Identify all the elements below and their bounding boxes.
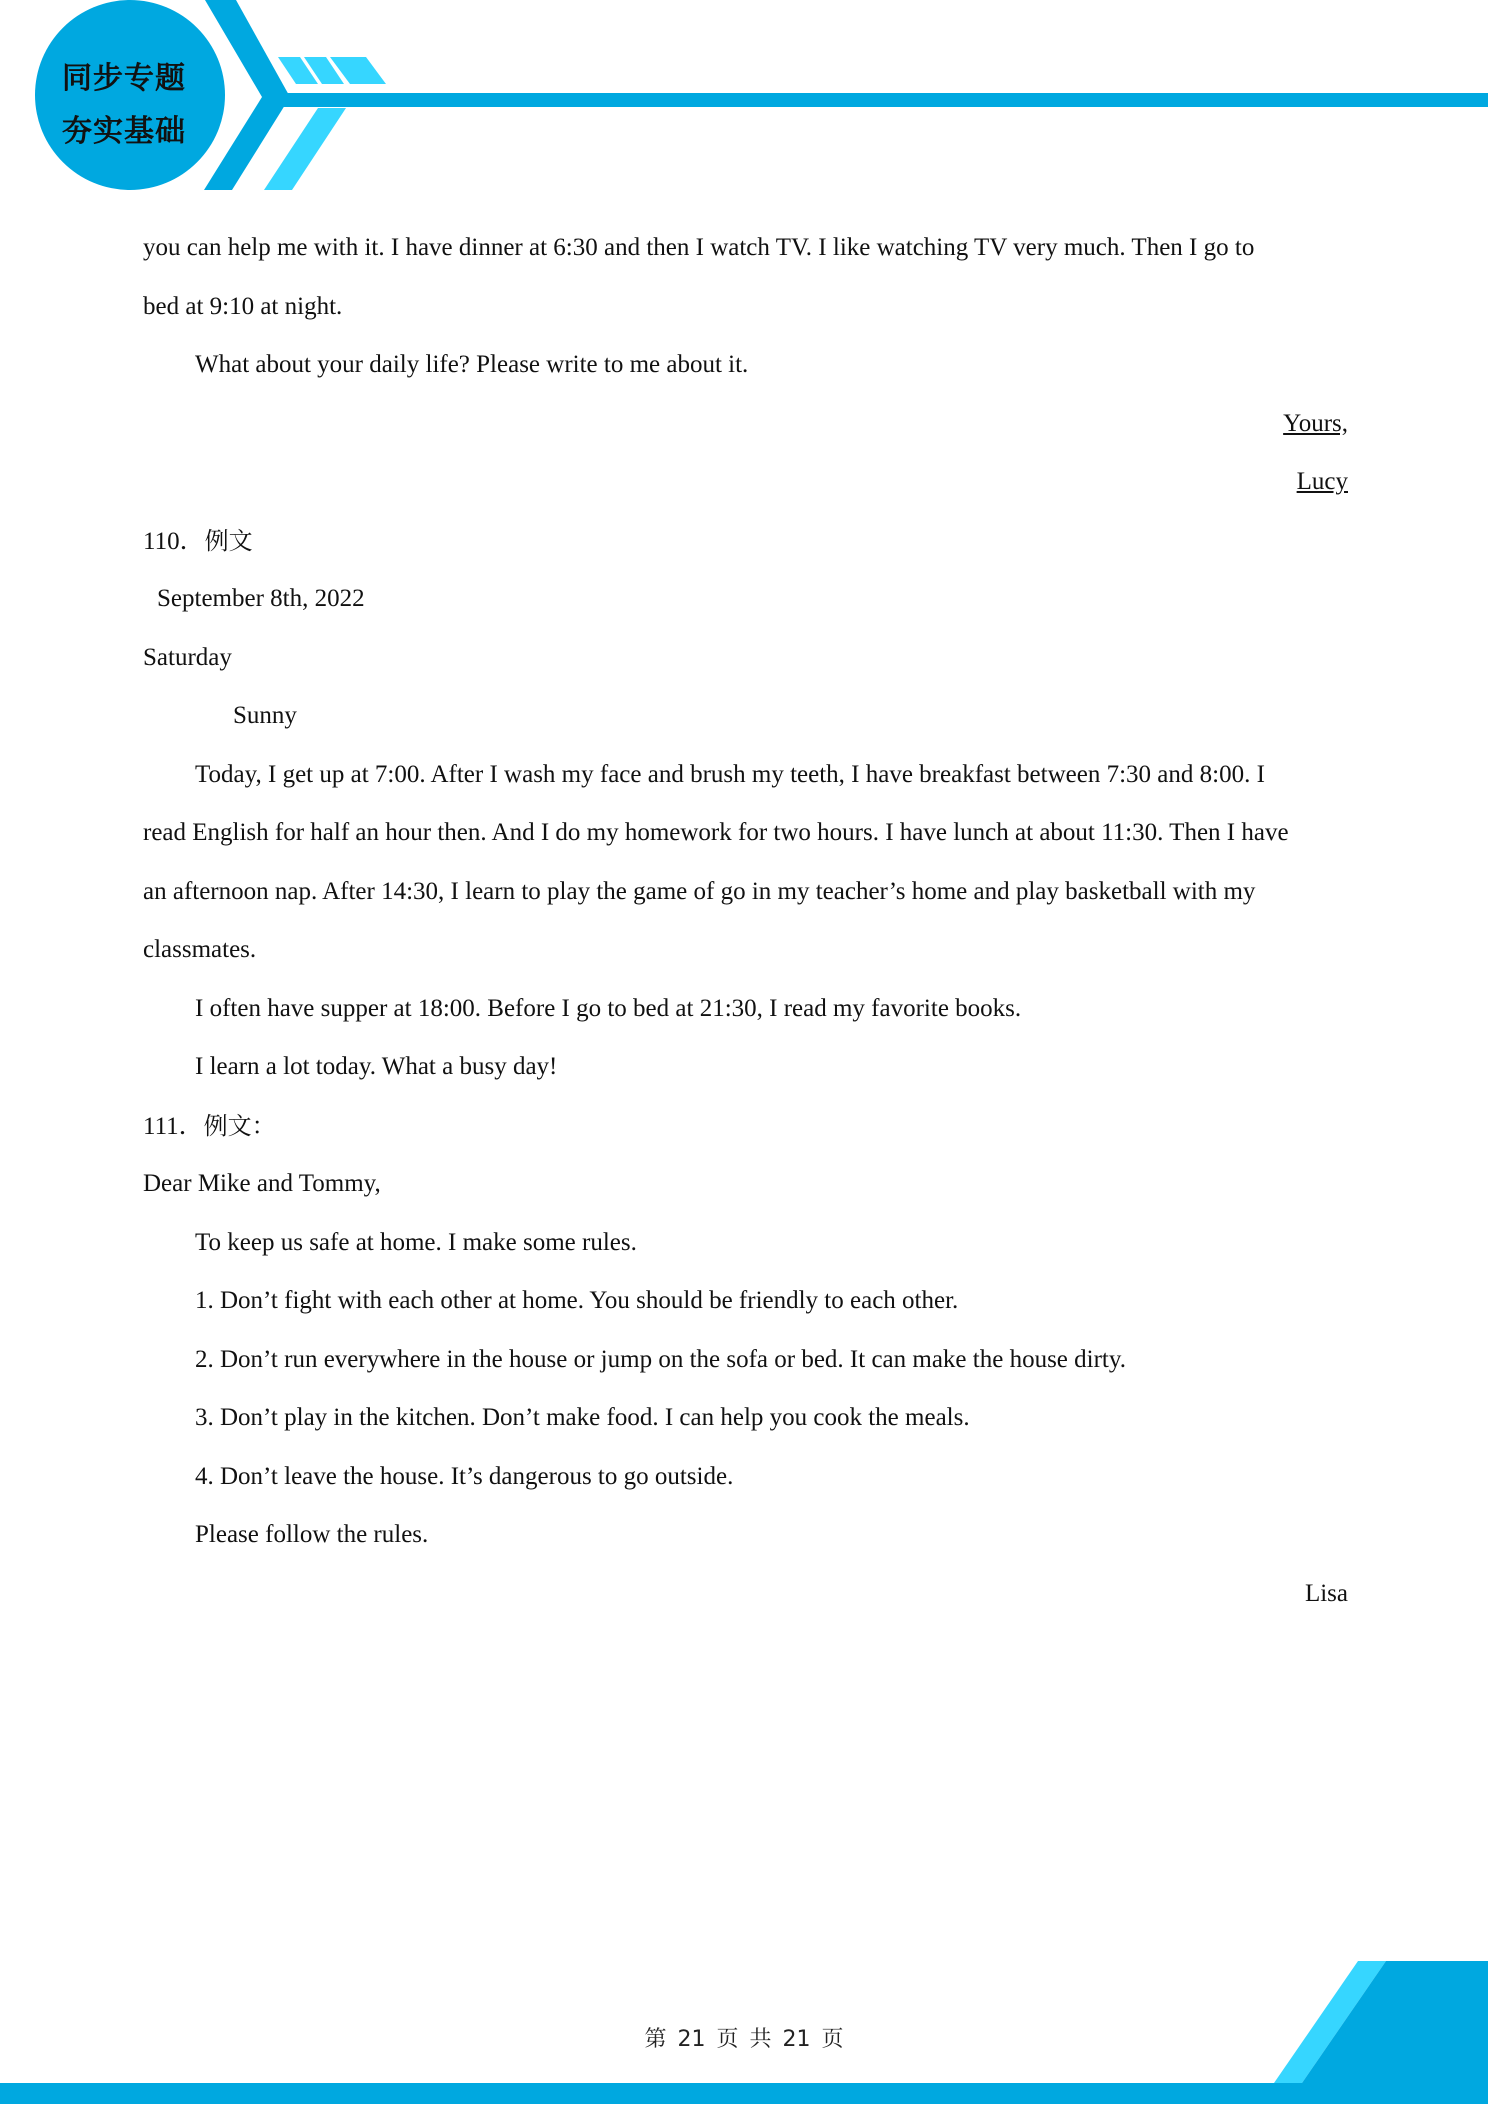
question-number: 111． — [143, 1112, 204, 1140]
rule-item: 3. Don’t play in the kitchen. Don’t make food. I can help you cook the meals. — [195, 1404, 970, 1431]
header-banner — [0, 0, 1488, 200]
rule-item: 4. Don’t leave the house. It’s dangerous to go outside. — [195, 1462, 734, 1490]
letter-signature — [143, 453, 1348, 512]
letter-greeting: Dear Mike and Tommy, — [143, 1170, 381, 1197]
page-number: 第 21 页 共 21 页 — [644, 2027, 844, 2052]
signature-text: Lucy — [1296, 468, 1348, 495]
badge-title-line2: 夯实基础 — [62, 114, 186, 149]
rule-item: 2. Don’t run everywhere in the house or jump on the sofa or bed. It can make the house dirty. — [195, 1345, 1126, 1373]
header-blue-bar — [270, 93, 1488, 107]
footer-blue-bar — [0, 2083, 1488, 2104]
diary-weather: Sunny — [233, 702, 297, 729]
paragraph-line: Today, I get up at 7:00. After I wash my face and brush my teeth, I have breakfast between 7:30 and 8:00. I — [195, 760, 1265, 788]
paragraph-line: I learn a lot today. What a busy day! — [195, 1053, 558, 1080]
paragraph-line: read English for half an hour then. And I do my homework for two hours. I have lunch at about 11:30. Then I have — [143, 819, 1289, 846]
paragraph-line: you can help me with it. I have dinner at 6:30 and then I watch TV. I like watching TV very much. Then I go to — [143, 234, 1255, 261]
diary-weekday: Saturday — [143, 643, 232, 671]
question-label: 例文： — [203, 1111, 276, 1140]
question-110-heading — [143, 512, 1348, 571]
header-slash-light — [264, 108, 346, 190]
paragraph-line: bed at 9:10 at night. — [143, 292, 343, 320]
letter-signature-2: Lisa — [1304, 1579, 1348, 1607]
paragraph-line: I often have supper at 18:00. Before I go to bed at 21:30, I read my favorite books. — [195, 994, 1022, 1022]
paragraph-line: Please follow the rules. — [195, 1521, 429, 1548]
question-label: 例文 — [204, 526, 253, 555]
question-111-heading — [143, 1097, 1348, 1156]
paragraph-line: What about your daily life? Please write to me about it. — [195, 351, 749, 378]
paragraph-line: To keep us safe at home. I make some rules. — [195, 1228, 637, 1256]
closing-text: Yours, — [1283, 409, 1348, 437]
badge-title-line1: 同步专题 — [62, 61, 186, 96]
rule-item: 1. Don’t fight with each other at home. You should be friendly to each other. — [195, 1287, 959, 1314]
letter-closing — [143, 395, 1348, 454]
document-body — [143, 219, 1348, 1623]
paragraph-line: an afternoon nap. After 14:30, I learn to play the game of go in my teacher’s home and play basketball with my — [143, 877, 1256, 905]
paragraph-line: classmates. — [143, 936, 257, 963]
diary-date: September 8th, 2022 — [157, 585, 365, 612]
question-number: 110． — [143, 527, 205, 555]
